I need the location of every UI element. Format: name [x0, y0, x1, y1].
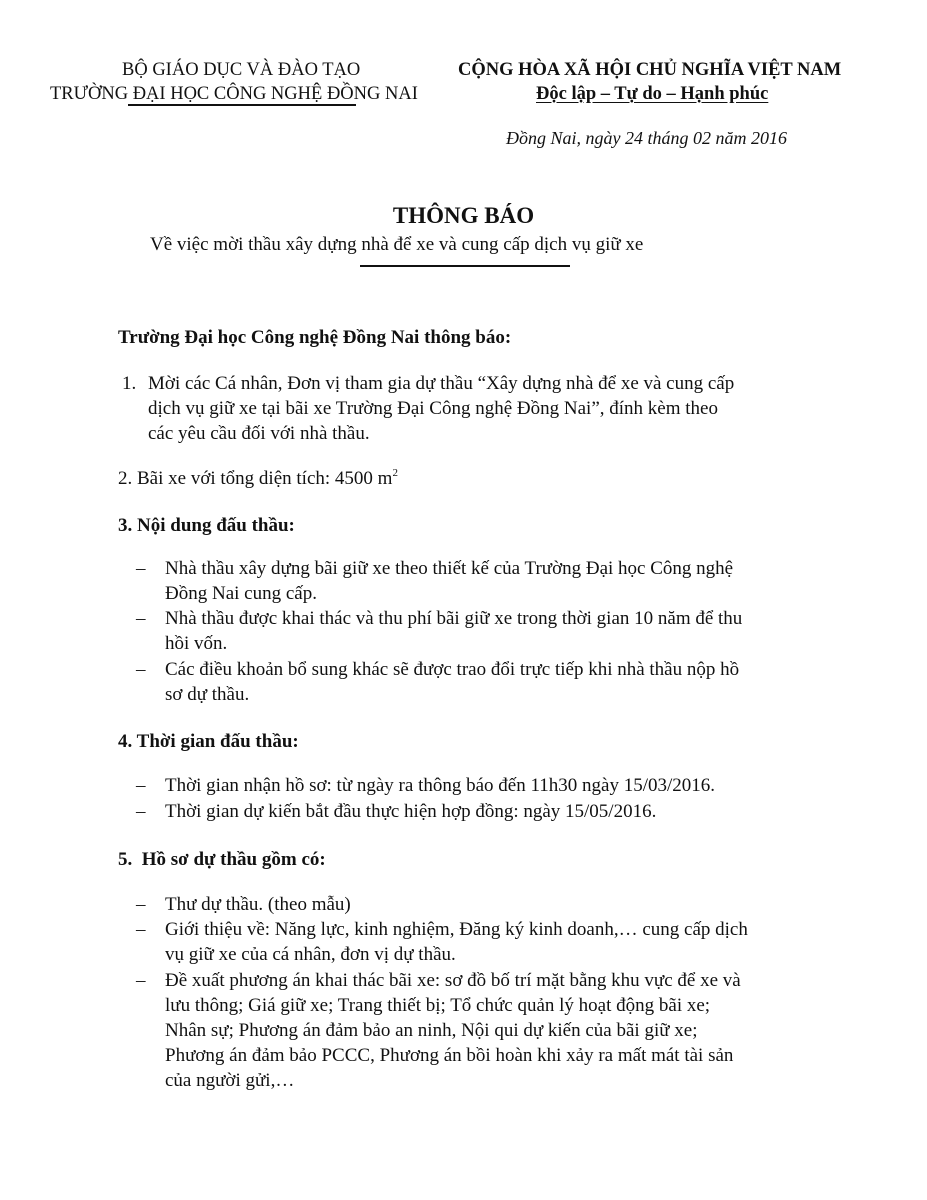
- section-4-heading: 4. Thời gian đấu thầu:: [118, 731, 299, 752]
- bullet-dash: –: [136, 775, 146, 796]
- national-motto: Độc lập – Tự do – Hạnh phúc: [536, 84, 769, 104]
- section-5-heading: 5. Hồ sơ dự thầu gồm có:: [118, 849, 326, 870]
- section-5-bullet-3: Nhân sự; Phương án đảm bảo an ninh, Nội qui dự kiến của bãi giữ xe;: [165, 1020, 698, 1041]
- section-5-bullet-1: Thư dự thầu. (theo mẫu): [165, 894, 351, 915]
- section-5-bullet-3: Đề xuất phương án khai thác bãi xe: sơ đồ bố trí mặt bằng khu vực để xe và: [165, 970, 741, 991]
- item-1-line: dịch vụ giữ xe tại bãi xe Trường Đại Công nghệ Đồng Nai”, đính kèm theo: [148, 398, 718, 419]
- bullet-dash: –: [136, 894, 146, 915]
- university-name: TRƯỜNG ĐẠI HỌC CÔNG NGHỆ ĐỒNG NAI: [50, 84, 418, 104]
- section-3-bullet-1: Đồng Nai cung cấp.: [165, 583, 317, 604]
- country-name: CỘNG HÒA XÃ HỘI CHỦ NGHĨA VIỆT NAM: [458, 60, 842, 80]
- bullet-dash: –: [136, 608, 146, 629]
- item-1-number: 1.: [122, 373, 137, 394]
- item-1-line: Mời các Cá nhân, Đơn vị tham gia dự thầu “Xây dựng nhà để xe và cung cấp: [148, 373, 735, 394]
- section-4-bullet-2: Thời gian dự kiến bắt đầu thực hiện hợp đồng: ngày 15/05/2016.: [165, 801, 657, 822]
- section-3-bullet-2: Nhà thầu được khai thác và thu phí bãi giữ xe trong thời gian 10 năm để thu: [165, 608, 743, 629]
- bullet-dash: –: [136, 801, 146, 822]
- item-2-text: 2. Bãi xe với tổng diện tích: 4500 m: [118, 468, 393, 489]
- section-5-bullet-3: của người gửi,…: [165, 1070, 295, 1091]
- section-5-bullet-2: Giới thiệu về: Năng lực, kinh nghiệm, Đăng ký kinh doanh,… cung cấp dịch: [165, 919, 748, 940]
- section-4-bullet-1: Thời gian nhận hồ sơ: từ ngày ra thông báo đến 11h30 ngày 15/03/2016.: [165, 775, 715, 796]
- item-2: [118, 466, 398, 491]
- item-2-superscript: 2: [392, 466, 398, 479]
- document-title: THÔNG BÁO: [392, 203, 535, 228]
- section-5-bullet-3: Phương án đảm bảo PCCC, Phương án bồi hoàn khi xảy ra mất mát tài sản: [165, 1045, 734, 1066]
- section-3-bullet-1: Nhà thầu xây dựng bãi giữ xe theo thiết kế của Trường Đại học Công nghệ: [165, 558, 734, 579]
- intro-line: Trường Đại học Công nghệ Đồng Nai thông báo:: [118, 327, 512, 348]
- section-3-bullet-3: sơ dự thầu.: [165, 684, 250, 705]
- date-line: Đồng Nai, ngày 24 tháng 02 năm 2016: [506, 128, 787, 148]
- item-1-line: các yêu cầu đối với nhà thầu.: [148, 423, 370, 444]
- bullet-dash: –: [136, 558, 146, 579]
- ministry-name: BỘ GIÁO DỤC VÀ ĐÀO TẠO: [122, 60, 361, 80]
- bullet-dash: –: [136, 970, 146, 991]
- section-5-bullet-2: vụ giữ xe của cá nhân, đơn vị dự thầu.: [165, 944, 456, 965]
- title-underline: [360, 265, 570, 267]
- bullet-dash: –: [136, 659, 146, 680]
- section-3-heading: 3. Nội dung đấu thầu:: [118, 515, 295, 536]
- document-subtitle: Về việc mời thầu xây dựng nhà để xe và cung cấp dịch vụ giữ xe: [150, 234, 644, 255]
- university-underline: [128, 104, 356, 106]
- section-3-bullet-3: Các điều khoản bổ sung khác sẽ được trao đổi trực tiếp khi nhà thầu nộp hồ: [165, 659, 740, 680]
- section-3-bullet-2: hồi vốn.: [165, 633, 228, 654]
- section-5-bullet-3: lưu thông; Giá giữ xe; Trang thiết bị; Tổ chức quản lý hoạt động bãi xe;: [165, 995, 711, 1016]
- bullet-dash: –: [136, 919, 146, 940]
